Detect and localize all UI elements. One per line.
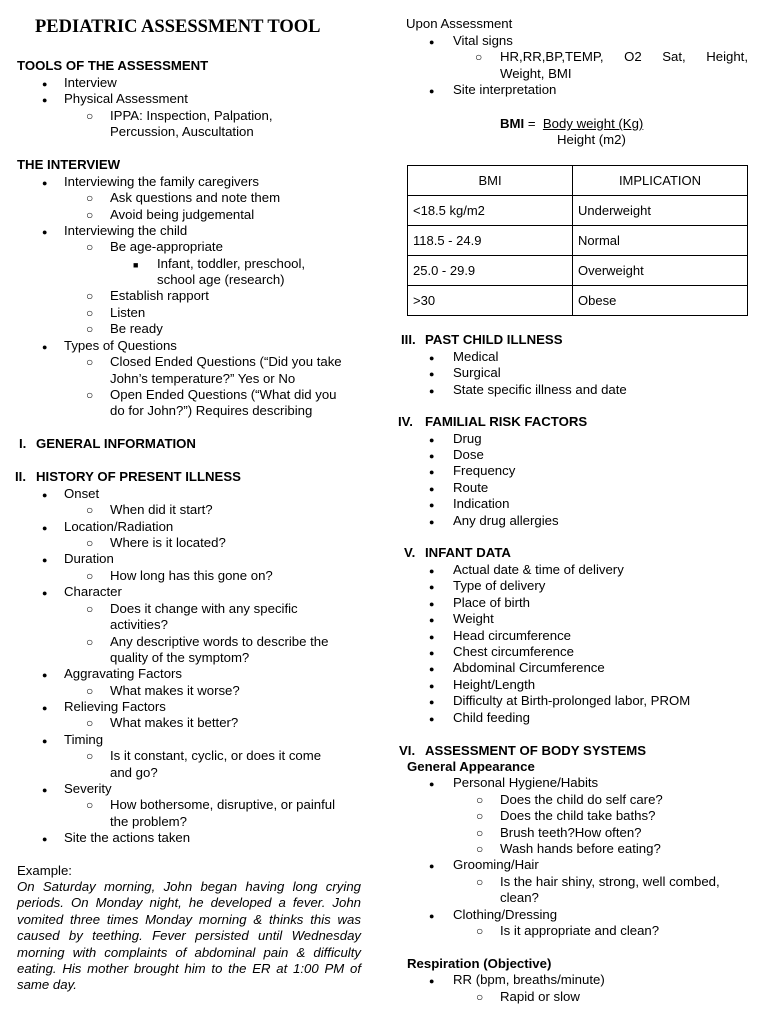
list-item: Aggravating Factors [64,666,183,681]
list-item: RR (bpm, breaths/minute) [453,972,605,987]
list-item: do for John?”) Requires describing [110,403,313,418]
list-item: Relieving Factors [64,699,166,714]
circle-bullet-icon [476,825,483,841]
bullet-icon [429,82,434,99]
list-item: Open Ended Questions (“What did you [110,387,337,402]
list-item: Place of birth [453,595,530,610]
section-numeral: IV. [398,414,413,429]
bullet-icon [429,660,434,677]
list-item: clean? [500,890,539,905]
list-item: Avoid being judgemental [110,207,255,222]
table-cell: Obese [573,286,748,316]
table-cell: Overweight [573,256,748,286]
bullet-icon [429,972,434,989]
circle-bullet-icon [86,190,93,206]
section-numeral: II. [15,469,26,484]
circle-bullet-icon [476,841,483,857]
table-cell: >30 [408,286,573,316]
circle-bullet-icon [86,683,93,699]
bullet-icon [429,677,434,694]
list-item: Character [64,584,122,599]
circle-bullet-icon [86,108,93,124]
example-paragraph: On Saturday morning, John began having long crying periods. On Monday night, he developed a fever. John vomited three times Monday morning & thinks this was caused by teething. Fever persisted until Wednesday morning with complaints of abdominal pain & difficulty eating. His mother brought him to the ER at 1:00 PM of same day. [17,879,361,993]
general-appearance-heading: General Appearance [407,759,535,774]
list-item: Interviewing the family caregivers [64,174,259,189]
list-item: Rapid or slow [500,989,580,1004]
list-item: quality of the symptom? [110,650,250,665]
list-item: Physical Assessment [64,91,188,106]
bullet-icon [429,562,434,579]
list-item: Type of delivery [453,578,546,593]
bullet-icon [429,710,434,727]
list-item: Weight [453,611,494,626]
section-numeral: I. [19,436,27,451]
list-item: Where is it located? [110,535,226,550]
list-item: Closed Ended Questions (“Did you take [110,354,342,369]
bullet-icon [42,584,47,601]
bullet-icon [42,174,47,191]
list-item: Establish rapport [110,288,209,303]
bullet-icon [42,732,47,749]
list-item: Medical [453,349,499,364]
list-item: Does the child take baths? [500,808,656,823]
list-item: Head circumference [453,628,572,643]
bullet-icon [429,365,434,382]
list-item: Is it appropriate and clean? [500,923,660,938]
bullet-icon [429,578,434,595]
list-item: John’s temperature?” Yes or No [110,371,296,386]
circle-bullet-icon [86,239,93,255]
list-item: What makes it worse? [110,683,240,698]
list-item: How bothersome, disruptive, or painful [110,797,336,812]
list-item: Types of Questions [64,338,177,353]
table-header-row [408,166,748,196]
circle-bullet-icon [86,387,93,403]
list-item: Ask questions and note them [110,190,281,205]
bullet-icon [429,775,434,792]
table-header-cell: BMI [408,166,573,196]
list-item: Drug [453,431,482,446]
list-item: HR,RR,BP,TEMP, O2 Sat, Height, [500,49,748,64]
bullet-icon [429,595,434,612]
list-item: school age (research) [157,272,285,287]
list-item: Frequency [453,463,516,478]
bullet-icon [42,91,47,108]
list-item: Actual date & time of delivery [453,562,624,577]
list-item: Chest circumference [453,644,574,659]
hpi-heading: HISTORY OF PRESENT ILLNESS [36,469,241,484]
body-systems-heading: ASSESSMENT OF BODY SYSTEMS [425,743,647,758]
example-label: Example: [17,863,72,878]
bullet-icon [429,33,434,50]
bullet-icon [42,699,47,716]
list-item: Onset [64,486,100,501]
list-item: Duration [64,551,114,566]
list-item: Route [453,480,489,495]
table-row [408,256,748,286]
list-item: and go? [110,765,158,780]
upon-assessment-heading: Upon Assessment [406,16,513,31]
list-item: Severity [64,781,112,796]
section-numeral: VI. [399,743,416,758]
bmi-equals: = [524,116,540,131]
circle-bullet-icon [86,748,93,764]
circle-bullet-icon [86,502,93,518]
circle-bullet-icon [476,989,483,1005]
bullet-icon [429,693,434,710]
list-item: Grooming/Hair [453,857,539,872]
bullet-icon [42,666,47,683]
circle-bullet-icon [476,874,483,890]
list-item: Difficulty at Birth-prolonged labor, PROM [453,693,691,708]
list-item: Interviewing the child [64,223,188,238]
list-item: Infant, toddler, preschool, [157,256,306,271]
page-title: PEDIATRIC ASSESSMENT TOOL [35,17,321,37]
general-info-heading: GENERAL INFORMATION [36,436,196,451]
circle-bullet-icon [476,923,483,939]
list-item: Listen [110,305,146,320]
list-item: How long has this gone on? [110,568,273,583]
list-item: Site interpretation [453,82,557,97]
circle-bullet-icon [86,535,93,551]
interview-heading: THE INTERVIEW [17,157,121,172]
list-item: IPPA: Inspection, Palpation, [110,108,273,123]
table-cell: Underweight [573,196,748,226]
infant-data-heading: INFANT DATA [425,545,511,560]
list-item: Any drug allergies [453,513,559,528]
familial-heading: FAMILIAL RISK FACTORS [425,414,588,429]
bullet-icon [429,628,434,645]
bmi-formula [500,116,643,132]
bullet-icon [42,551,47,568]
list-item: When did it start? [110,502,213,517]
list-item: Be ready [110,321,163,336]
list-item: Timing [64,732,104,747]
list-item: Clothing/Dressing [453,907,558,922]
table-cell: 118.5 - 24.9 [408,226,573,256]
bullet-icon [42,830,47,847]
table-cell: Normal [573,226,748,256]
list-item: What makes it better? [110,715,239,730]
list-item: State specific illness and date [453,382,627,397]
bmi-table [407,165,748,316]
table-header-cell: IMPLICATION [573,166,748,196]
table-row [408,286,748,316]
table-row [408,226,748,256]
circle-bullet-icon [86,715,93,731]
bullet-icon [429,644,434,661]
list-item: Indication [453,496,510,511]
bmi-denominator: Height (m2) [557,132,626,147]
circle-bullet-icon [476,808,483,824]
table-row [408,196,748,226]
bmi-numerator: Body weight (Kg) [542,116,644,131]
table-cell: 25.0 - 29.9 [408,256,573,286]
circle-bullet-icon [86,797,93,813]
circle-bullet-icon [475,49,482,65]
circle-bullet-icon [476,792,483,808]
list-item: Is it constant, cyclic, or does it come [110,748,322,763]
circle-bullet-icon [86,601,93,617]
circle-bullet-icon [86,207,93,223]
list-item: Wash hands before eating? [500,841,661,856]
bullet-icon [429,480,434,497]
list-item: Any descriptive words to describe the [110,634,329,649]
past-illness-heading: PAST CHILD ILLNESS [425,332,563,347]
list-item: Interview [64,75,117,90]
circle-bullet-icon [86,305,93,321]
section-numeral: V. [404,545,416,560]
bullet-icon [42,519,47,536]
list-item: Brush teeth?How often? [500,825,642,840]
list-item: Is the hair shiny, strong, well combed, [500,874,720,889]
bullet-icon [429,431,434,448]
list-item: Does the child do self care? [500,792,663,807]
bullet-icon [429,513,434,530]
list-item: the problem? [110,814,187,829]
list-item: Dose [453,447,484,462]
list-item: Be age-appropriate [110,239,223,254]
circle-bullet-icon [86,321,93,337]
circle-bullet-icon [86,354,93,370]
circle-bullet-icon [86,568,93,584]
list-item: Weight, BMI [500,66,572,81]
bullet-icon [42,338,47,355]
bullet-icon [429,907,434,924]
list-item: Does it change with any specific [110,601,298,616]
section-numeral: III. [401,332,416,347]
bullet-icon [42,75,47,92]
bullet-icon [429,349,434,366]
list-item: Child feeding [453,710,530,725]
bullet-icon [42,486,47,503]
list-item: activities? [110,617,168,632]
tools-heading: TOOLS OF THE ASSESSMENT [17,58,209,73]
list-item: Personal Hygiene/Habits [453,775,599,790]
bullet-icon [429,496,434,513]
bullet-icon [429,463,434,480]
bullet-icon [429,382,434,399]
circle-bullet-icon [86,288,93,304]
bullet-icon [429,857,434,874]
bmi-label: BMI [500,116,525,131]
table-cell: <18.5 kg/m2 [408,196,573,226]
circle-bullet-icon [86,634,93,650]
list-item: Vital signs [453,33,513,48]
bullet-icon [42,781,47,798]
square-bullet-icon [133,256,138,273]
list-item: Surgical [453,365,501,380]
list-item: Abdominal Circumference [453,660,605,675]
list-item: Height/Length [453,677,536,692]
bullet-icon [429,447,434,464]
list-item: Location/Radiation [64,519,174,534]
bullet-icon [42,223,47,240]
list-item: Site the actions taken [64,830,191,845]
bullet-icon [429,611,434,628]
respiration-heading: Respiration (Objective) [407,956,552,971]
list-item: Percussion, Auscultation [110,124,254,139]
